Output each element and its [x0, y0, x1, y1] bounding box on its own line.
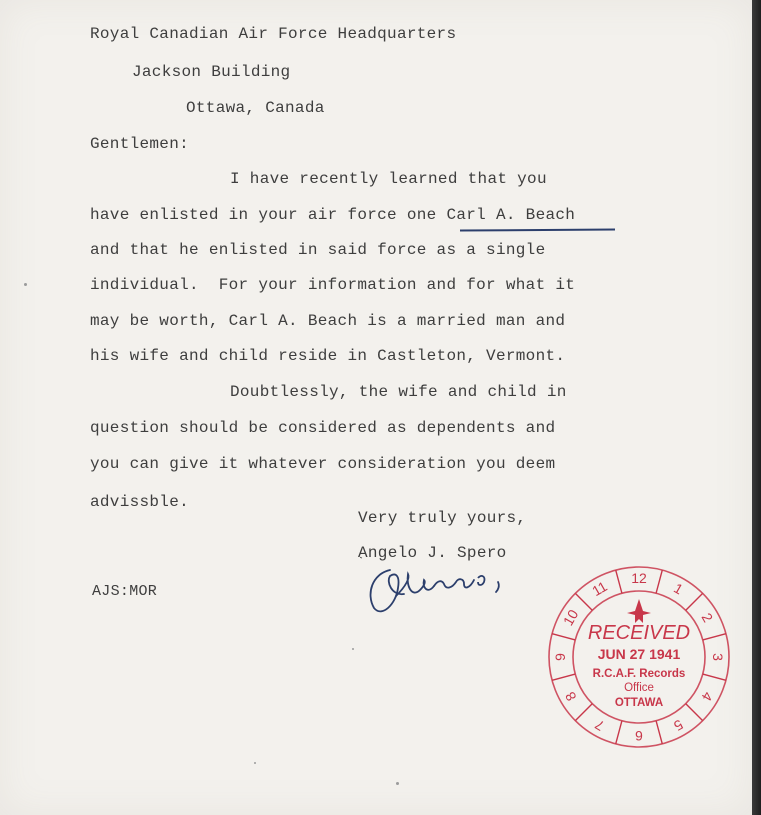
address-line-1: Royal Canadian Air Force Headquarters [90, 25, 457, 43]
stamp-dial-number: 7 [592, 716, 607, 735]
stamp-dial-number: 9 [552, 653, 568, 661]
handwritten-signature [360, 552, 510, 622]
scan-edge [752, 0, 761, 815]
stamp-city: OTTAWA [614, 697, 664, 709]
body-line: may be worth, Carl A. Beach is a married man and [90, 312, 566, 330]
stamp-dial-number: 3 [710, 653, 726, 661]
stamp-dial-tick [552, 634, 575, 640]
stamp-dial-tick [703, 634, 726, 640]
reference-initials: AJS:MOR [92, 583, 158, 600]
stamp-dial-number: 12 [631, 570, 647, 586]
stamp-dial-tick [656, 721, 662, 744]
stamp-date: JUN 27 1941 [597, 646, 681, 662]
paper-speck [24, 283, 27, 286]
stamp-dial-number: 2 [698, 610, 717, 625]
paper-speck [396, 782, 399, 785]
stamp-dial-tick [686, 704, 703, 721]
stamp-received: RECEIVED [587, 622, 691, 644]
paper-speck [254, 762, 256, 764]
stamp-dial-number: 5 [671, 716, 686, 735]
stamp-dial-tick [616, 570, 622, 593]
body-line: have enlisted in your air force one Carl A. Beach [90, 206, 576, 224]
stamp-dial-number: 8 [561, 689, 580, 704]
stamp-dial-number: 6 [635, 728, 643, 744]
body-line: question should be considered as dependents and [90, 419, 556, 437]
address-line-3: Ottawa, Canada [186, 99, 325, 117]
body-line: his wife and child reside in Castleton, Vermont. [90, 347, 566, 365]
stamp-office-line2: Office [624, 682, 654, 694]
stamp-dial-tick [686, 593, 703, 610]
body-line: you can give it whatever consideration you deem [90, 455, 556, 473]
signer-name: Angelo J. Spero [358, 544, 507, 562]
stamp-dial-tick [552, 674, 575, 680]
closing: Very truly yours, [358, 509, 527, 527]
received-stamp [543, 563, 735, 751]
body-line: and that he enlisted in said force as a single [90, 241, 546, 259]
stamp-dial-tick [656, 570, 662, 593]
body-line: individual. For your information and for what it [90, 276, 576, 294]
paper-speck [352, 648, 354, 650]
stamp-dial-tick [616, 721, 622, 744]
address-line-2: Jackson Building [132, 63, 291, 81]
stamp-dial-number: 10 [559, 606, 582, 629]
salutation: Gentlemen: [90, 135, 190, 153]
stamp-dial-number: 4 [698, 689, 717, 704]
name-underline [460, 228, 615, 231]
stamp-dial-number: 1 [671, 579, 686, 598]
body-line: I have recently learned that you [230, 170, 547, 188]
stamp-office-line1: R.C.A.F. Records [592, 668, 686, 680]
stamp-dial-tick [575, 593, 592, 610]
stamp-dial-tick [703, 674, 726, 680]
stamp-dial-number: 11 [589, 578, 610, 600]
plane-icon [627, 599, 651, 623]
body-line: advissble. [90, 493, 190, 511]
body-line: Doubtlessly, the wife and child in [230, 383, 567, 401]
stamp-dial-tick [575, 704, 592, 721]
